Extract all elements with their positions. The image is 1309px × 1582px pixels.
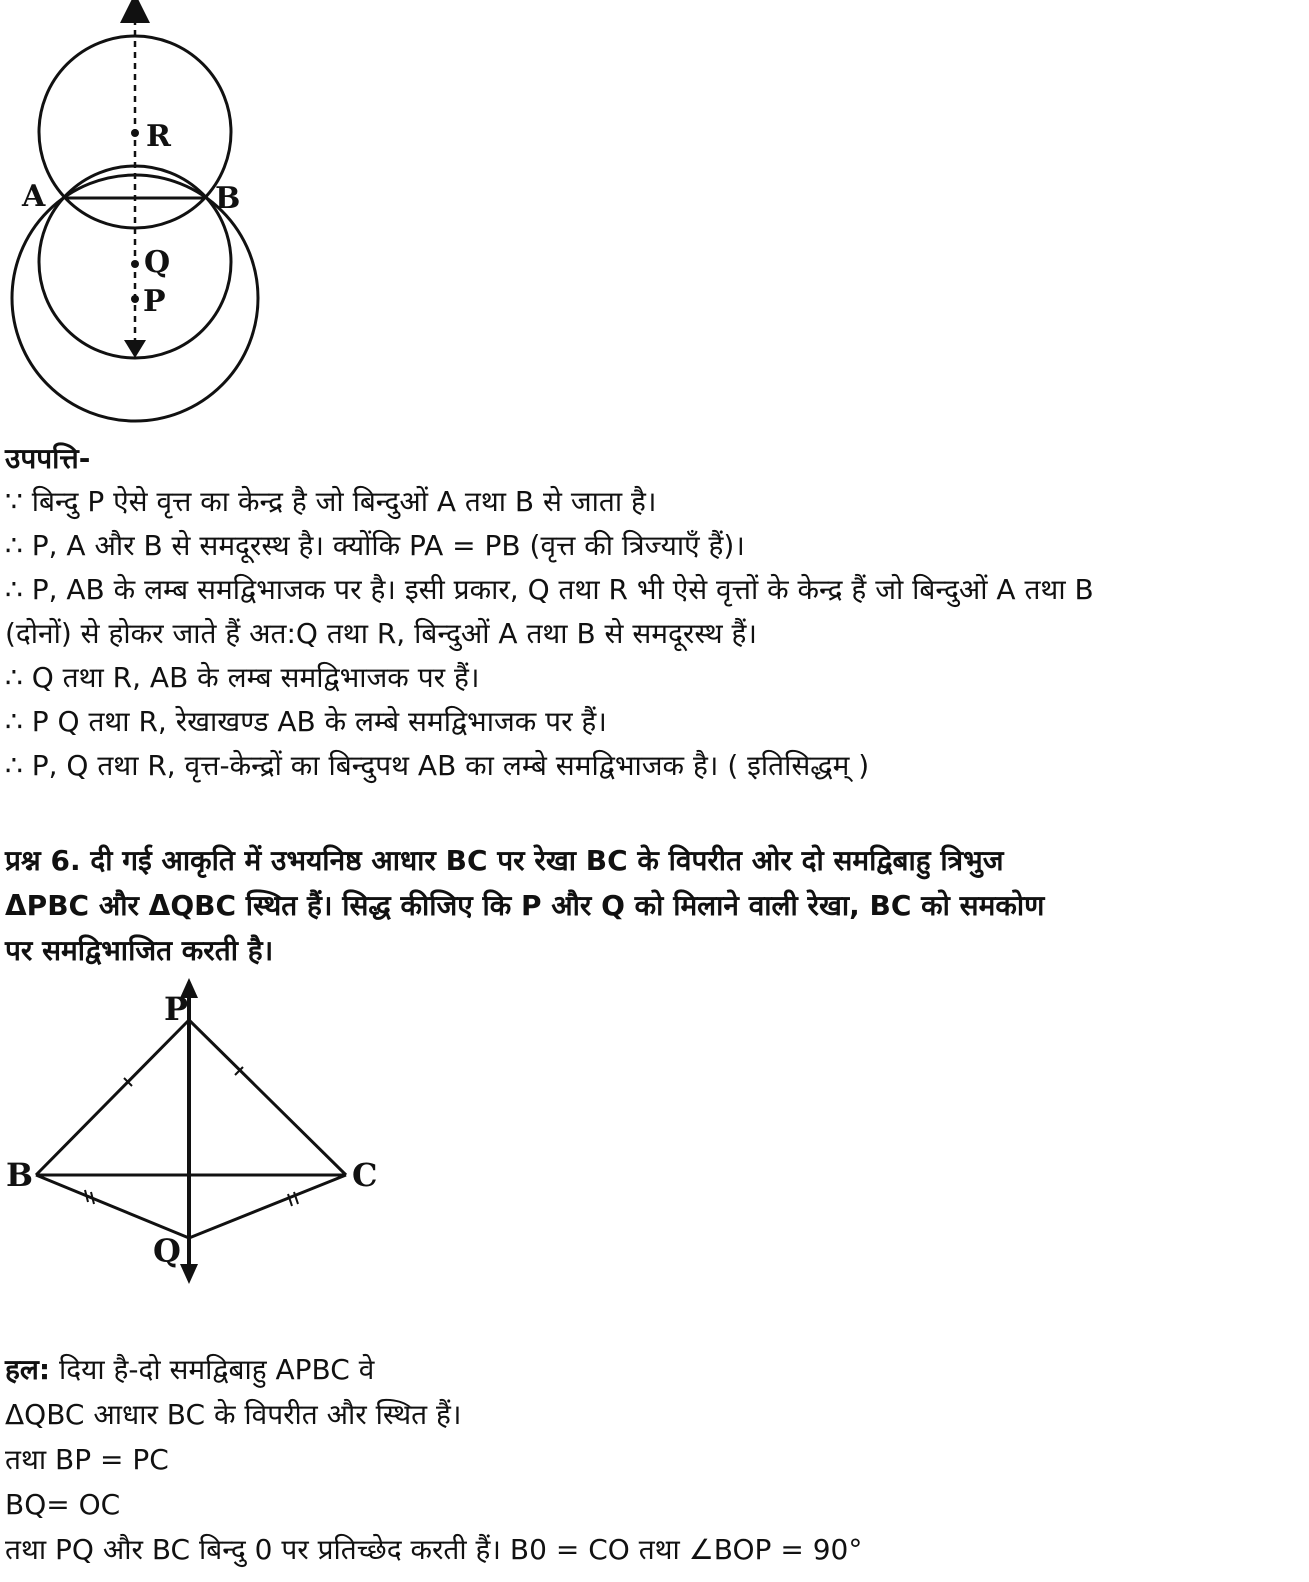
proof-line: ∴ Q तथा R, AB के लम्ब समद्विभाजक पर हैं। [5,661,480,694]
question-line: ΔPBC और ΔQBC स्थित हैं। सिद्ध कीजिए कि P और Q को मिलाने वाली रेखा, BC को समकोण [5,889,1045,922]
down-arrow [180,1264,198,1284]
label-q: Q [153,1232,181,1270]
label-b: B [215,181,241,216]
solution-text: दिया है-दो समद्विबाहु APBC वे [50,1353,375,1386]
solution-label: हल: [5,1353,51,1386]
label-c: C [352,1156,378,1194]
solution-line: ΔQBC आधार BC के विपरीत और स्थित हैं। [5,1398,462,1431]
label-q: Q [144,245,171,280]
solution-line: तथा BP = PC [5,1443,169,1476]
center-r-dot [131,129,139,137]
label-r: R [146,119,171,154]
center-p-dot [131,295,139,303]
side-bp [36,1020,189,1175]
label-p: P [164,990,189,1028]
proof-line: ∴ P, A और B से समदूरस्थ है। क्योंकि PA = PB (वृत्त की त्रिज्याएँ हैं)। [5,529,745,562]
solution-line: तथा PQ और BC बिन्दु 0 पर प्रतिच्छेद करती हैं। B0 = CO तथा ∠BOP = 90° [5,1533,863,1566]
side-bq [36,1175,189,1238]
question-line: प्रश्न 6. दी गई आकृति में उभयनिष्ठ आधार BC पर रेखा BC के विपरीत ओर दो समद्विबाहु त्रिभुज [5,844,1004,877]
down-arrow [124,340,146,358]
circles-figure [0,0,275,430]
proof-line: ∵ बिन्दु P ऐसे वृत्त का केन्द्र है जो बिन्दुओं A तथा B से जाता है। [5,485,657,518]
proof-heading: उपपत्ति- [5,442,91,475]
label-p: P [143,284,166,319]
proof-line: ∴ P, AB के लम्ब समद्विभाजक पर है। इसी प्रकार, Q तथा R भी ऐसे वृत्तों के केन्द्र हैं जो बिन्दुओं A तथा B [5,573,1094,606]
question-line: पर समद्विभाजित करती है। [5,934,274,967]
center-q-dot [131,260,139,268]
label-a: A [22,179,46,214]
solution-line: BQ= OC [5,1488,121,1521]
side-qc [189,1175,346,1238]
proof-line: ∴ P Q तथा R, रेखाखण्ड AB के लम्बे समद्विभाजक पर हैं। [5,705,607,738]
label-b: B [6,1156,34,1194]
proof-line: (दोनों) से होकर जाते हैं अत:Q तथा R, बिन्दुओं A तथा B से समदूरस्थ हैं। [5,617,757,650]
proof-line: ∴ P, Q तथा R, वृत्त-केन्द्रों का बिन्दुपथ AB का लम्बे समद्विभाजक है। ( इतिसिद्धम् ) [5,749,870,782]
solution-line [5,1348,1301,1392]
triangles-figure [0,970,400,1290]
side-pc [189,1020,346,1175]
